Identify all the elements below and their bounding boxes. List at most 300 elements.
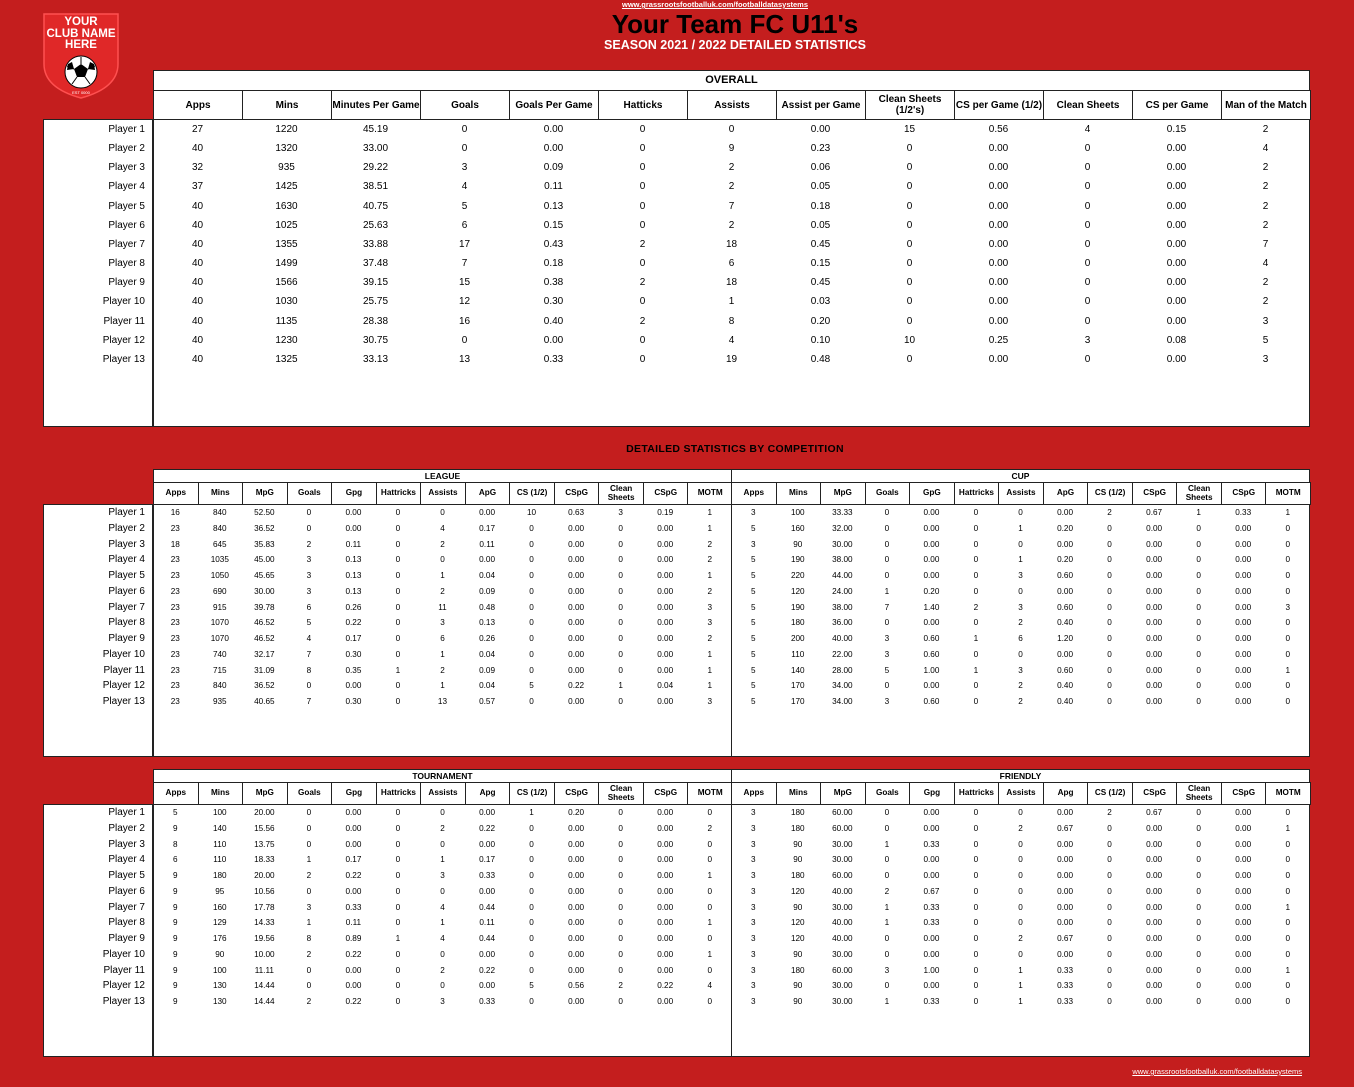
top-website-link[interactable]: www.grassrootsfootballuk.com/footballdatasystems [621, 0, 808, 9]
cup-table-cell: 0 [973, 571, 979, 580]
tournament-table-cell: 0.00 [568, 823, 585, 833]
league-player-name: Player 5 [108, 570, 145, 581]
tournament-table-cell: 20.00 [254, 808, 275, 817]
friendly-table-cell: 0 [1196, 808, 1201, 817]
cup-table-cell: 0 [973, 649, 979, 659]
tournament-table-cell: 0.33 [479, 871, 495, 880]
tournament-table-cell: 0 [618, 823, 623, 833]
friendly-table-cell: 30.00 [832, 949, 853, 959]
friendly-table-cell: 3 [750, 934, 756, 943]
friendly-table-cell: 3 [750, 918, 756, 928]
friendly-table-cell: 0.00 [1235, 918, 1252, 928]
cup-table-cell: 0.00 [1235, 665, 1252, 675]
cup-table-cell: 0 [1196, 571, 1201, 580]
cup-column-header: CSpG [1132, 482, 1178, 505]
tournament-table-cell: 0 [529, 886, 534, 896]
league-table-cell: 13 [437, 697, 448, 706]
tournament-table-cell: 15.56 [254, 823, 275, 833]
friendly-table-cell: 0.00 [1146, 839, 1163, 849]
league-player-name: Player 4 [108, 554, 145, 566]
overall-table-cell: 12 [458, 296, 471, 308]
overall-table-cell: 0.09 [543, 162, 564, 174]
cup-table-cell: 0.00 [1146, 602, 1163, 612]
tournament-table-cell: 0 [395, 949, 401, 959]
tournament-title: TOURNAMENT [153, 769, 732, 783]
overall-table-cell: 0 [906, 238, 913, 250]
friendly-table-cell: 40.00 [832, 918, 853, 928]
cup-table-cell: 0.00 [1235, 634, 1252, 643]
overall-column-header: Goals [420, 90, 510, 120]
league-player-name: Player 2 [108, 522, 145, 534]
tournament-table-cell: 0.00 [568, 934, 585, 943]
league-table-cell: 0.22 [568, 681, 585, 691]
tournament-column-header: Apps [153, 782, 199, 805]
overall-table-cell: 0 [1084, 181, 1091, 193]
tournament-table-cell: 0.00 [657, 871, 674, 880]
league-table-cell: 0.00 [657, 539, 674, 549]
overall-table-cell: 0.00 [988, 143, 1009, 155]
overall-table-cell: 4 [1084, 124, 1091, 135]
friendly-column-header: Apps [731, 782, 777, 805]
league-table-cell: 0.00 [568, 555, 585, 565]
tournament-column-header: Assists [420, 782, 466, 805]
tournament-player-name: Player 12 [102, 980, 145, 992]
friendly-table-cell: 1 [1018, 981, 1023, 991]
league-column-header: Assists [420, 482, 466, 505]
tournament-table-cell: 0.00 [657, 902, 674, 912]
cup-table-cell: 3 [884, 649, 890, 659]
overall-table-cell: 2 [1262, 277, 1269, 289]
cup-table-cell: 0 [1196, 602, 1201, 612]
tournament-player-name: Player 11 [103, 964, 145, 976]
cup-table-cell: 0 [1196, 539, 1201, 549]
overall-table-cell: 3 [1084, 334, 1091, 346]
friendly-table-cell: 0 [1107, 839, 1112, 849]
cup-table-cell: 0.00 [1235, 697, 1252, 706]
tournament-player-name: Player 8 [108, 917, 145, 929]
cup-table-cell: 0.00 [923, 555, 940, 565]
league-table-cell: 5 [529, 681, 534, 691]
overall-table-cell: 0.00 [1166, 353, 1187, 365]
friendly-table-cell: 0 [1107, 934, 1112, 943]
friendly-table-cell: 60.00 [832, 871, 853, 880]
friendly-table-cell: 3 [750, 871, 756, 880]
league-table-cell: 0 [618, 571, 623, 580]
tournament-table-cell: 0 [395, 965, 401, 975]
league-table-cell: 2 [707, 634, 712, 643]
overall-table-cell: 4 [461, 181, 468, 193]
tournament-column-header: CS (1/2) [509, 782, 555, 805]
league-table-cell: 6 [306, 602, 312, 612]
league-table-cell: 23 [170, 634, 180, 643]
overall-player-name: Player 13 [102, 353, 145, 365]
friendly-table-cell: 0.00 [1235, 823, 1252, 833]
overall-table-cell: 0.08 [1166, 334, 1187, 346]
tournament-table-cell: 0 [707, 855, 712, 865]
tournament-table-cell: 2 [618, 981, 623, 991]
friendly-table-cell: 0 [1285, 949, 1290, 959]
cup-table-cell: 0.00 [923, 571, 940, 580]
cup-table-cell: 36.00 [832, 618, 853, 628]
tournament-table-cell: 0 [395, 981, 401, 991]
tournament-table-cell: 0 [707, 965, 712, 975]
overall-table-cell: 19 [725, 353, 738, 365]
tournament-table-cell: 0 [529, 997, 534, 1006]
cup-table-cell: 5 [750, 634, 756, 643]
league-table-cell: 0 [395, 649, 401, 659]
friendly-table-cell: 0.00 [923, 949, 940, 959]
tournament-table-cell: 1 [395, 934, 401, 943]
overall-table-cell: 2 [1262, 219, 1269, 231]
tournament-table-cell: 129 [212, 918, 227, 928]
league-table-cell: 1 [618, 681, 623, 691]
tournament-table-cell: 0 [618, 871, 623, 880]
friendly-table-cell: 60.00 [832, 823, 853, 833]
friendly-table-cell: 0.00 [1146, 823, 1163, 833]
overall-table-cell: 0 [906, 181, 913, 193]
overall-table-cell: 16 [458, 315, 471, 327]
friendly-table-cell: 0.00 [1146, 997, 1163, 1006]
friendly-table-cell: 0.00 [1146, 981, 1163, 991]
league-table-cell: 0.00 [568, 586, 585, 596]
league-table-cell: 0.00 [657, 602, 674, 612]
tournament-table-cell: 0 [440, 886, 445, 896]
overall-table-cell: 0.25 [988, 334, 1009, 346]
overall-table-cell: 38.51 [362, 181, 389, 193]
tournament-table-cell: 5 [172, 808, 178, 817]
tournament-table-cell: 0.22 [345, 997, 362, 1006]
tournament-table-cell: 0 [440, 949, 445, 959]
league-column-header: Clean Sheets [598, 482, 644, 505]
tournament-table-cell: 95 [215, 886, 225, 896]
league-table-cell: 6 [440, 634, 445, 643]
tournament-table-cell: 2 [306, 997, 312, 1006]
overall-table-cell: 7 [461, 258, 468, 270]
friendly-table-cell: 30.00 [832, 855, 853, 865]
overall-table-cell: 29.22 [362, 162, 389, 174]
overall-player-name: Player 6 [108, 219, 145, 231]
friendly-column-header: CSpG [1132, 782, 1178, 805]
overall-player-name: Player 5 [108, 200, 145, 212]
friendly-table-cell: 0 [1107, 949, 1112, 959]
cup-table-cell: 0 [884, 571, 890, 580]
league-table-cell: 0.00 [657, 618, 674, 628]
friendly-table-cell: 0.00 [1235, 981, 1252, 991]
friendly-table-cell: 0.00 [1235, 902, 1252, 912]
friendly-table-cell: 0 [1285, 871, 1290, 880]
league-table-cell: 1 [440, 571, 445, 580]
tournament-player-name: Player 6 [108, 885, 145, 897]
league-table-cell: 0 [618, 586, 623, 596]
league-table-cell: 0.00 [568, 523, 585, 533]
tournament-table-cell: 0.00 [479, 886, 495, 896]
friendly-table-cell: 0.67 [1057, 934, 1073, 943]
league-table-cell: 4 [306, 634, 312, 643]
friendly-table-cell: 180 [790, 965, 805, 975]
tournament-table-cell: 90 [215, 949, 225, 959]
overall-table-cell: 40 [191, 353, 204, 365]
friendly-table-cell: 0.33 [1057, 981, 1073, 991]
league-table-cell: 0.00 [568, 571, 585, 580]
overall-table-cell: 3 [461, 162, 468, 174]
tournament-column-header: MOTM [687, 782, 733, 805]
cup-table-cell: 0.20 [923, 586, 940, 596]
overall-table-cell: 0.00 [1166, 238, 1187, 250]
cup-table-cell: 1 [884, 586, 890, 596]
tournament-column-header: Apg [465, 782, 511, 805]
friendly-table-cell: 0 [1196, 981, 1201, 991]
tournament-table-cell: 0 [306, 981, 312, 991]
cup-column-header: Goals [865, 482, 911, 505]
tournament-table-cell: 9 [172, 871, 178, 880]
cup-table-cell: 0.00 [1235, 618, 1252, 628]
cup-table-cell: 1.40 [923, 602, 940, 612]
cup-table-cell: 0 [1285, 681, 1290, 691]
tournament-table-cell: 6 [172, 855, 178, 865]
overall-table-cell: 2 [1262, 181, 1269, 193]
overall-table-cell: 0.15 [543, 219, 564, 231]
league-table-cell: 3 [707, 697, 712, 706]
cup-table-cell: 0.20 [1057, 555, 1073, 565]
league-column-header: CS (1/2) [509, 482, 555, 505]
league-column-header: Hattricks [376, 482, 422, 505]
overall-table-cell: 4 [1262, 258, 1269, 270]
cup-table-cell: 0 [1018, 539, 1023, 549]
cup-table-cell: 0 [1285, 649, 1290, 659]
league-table-cell: 1 [707, 665, 712, 675]
cup-table-cell: 0 [1196, 523, 1201, 533]
friendly-table-cell: 90 [793, 997, 803, 1006]
tournament-table-cell: 130 [212, 997, 227, 1006]
friendly-table-cell: 0 [1285, 839, 1290, 849]
tournament-table-cell: 0 [707, 902, 712, 912]
league-table-cell: 0.11 [479, 539, 495, 549]
league-table-cell: 0.00 [568, 618, 585, 628]
cup-table-cell: 3 [1285, 602, 1290, 612]
league-table-cell: 0.00 [568, 649, 585, 659]
cup-table-cell: 0 [973, 586, 979, 596]
overall-table-cell: 40 [191, 200, 204, 212]
cup-table-cell: 0.00 [1057, 539, 1073, 549]
league-player-name: Player 7 [108, 601, 145, 613]
league-table-cell: 0 [306, 681, 312, 691]
overall-table-cell: 0 [1084, 162, 1091, 174]
cup-table-cell: 0 [1196, 618, 1201, 628]
overall-table-cell: 0.15 [1166, 124, 1187, 135]
cup-table-cell: 0 [1285, 539, 1290, 549]
cup-table-cell: 1 [973, 634, 979, 643]
tournament-table-cell: 0.33 [345, 902, 362, 912]
cup-table-cell: 1 [1285, 665, 1290, 675]
friendly-table-cell: 0 [1107, 855, 1112, 865]
league-table-cell: 1070 [210, 634, 229, 643]
league-table-cell: 0 [529, 665, 534, 675]
overall-table-cell: 1320 [275, 143, 298, 155]
league-table-cell: 0.09 [479, 586, 495, 596]
tournament-table-cell: 0 [306, 839, 312, 849]
friendly-table-cell: 0 [884, 981, 890, 991]
league-table-cell: 0 [395, 539, 401, 549]
league-table-cell: 0 [306, 523, 312, 533]
tournament-table-cell: 1 [707, 871, 712, 880]
tournament-column-header: Clean Sheets [598, 782, 644, 805]
tournament-table-cell: 0.20 [568, 808, 585, 817]
overall-table-cell: 30.75 [362, 334, 389, 346]
tournament-table-cell: 1 [529, 808, 534, 817]
league-table-cell: 35.83 [254, 539, 275, 549]
cup-column-header: CSpG [1221, 482, 1267, 505]
friendly-table-cell: 0.00 [1235, 871, 1252, 880]
league-table-cell: 3 [707, 602, 712, 612]
friendly-table-cell: 0.00 [1235, 934, 1252, 943]
friendly-table-cell: 0 [884, 823, 890, 833]
overall-table-cell: 0 [906, 162, 913, 174]
league-table-cell: 840 [212, 681, 227, 691]
tournament-table-cell: 0.17 [479, 855, 495, 865]
overall-table-cell: 40 [191, 219, 204, 231]
cup-table-cell: 0.00 [1146, 681, 1163, 691]
league-column-header: CSpG [643, 482, 689, 505]
league-column-header: Mins [198, 482, 244, 505]
cup-table-cell: 0.40 [1057, 681, 1073, 691]
league-table-cell: 0 [440, 508, 445, 517]
tournament-table-cell: 0 [618, 902, 623, 912]
league-table-cell: 23 [170, 523, 180, 533]
overall-table-cell: 2 [1262, 124, 1269, 135]
league-table-cell: 0 [529, 697, 534, 706]
overall-table-cell: 0.10 [810, 334, 831, 346]
cup-table-cell: 190 [790, 555, 805, 565]
cup-table-cell: 170 [790, 681, 805, 691]
cup-table-cell: 0.33 [1235, 508, 1252, 517]
tournament-table-cell: 9 [172, 949, 178, 959]
overall-table-cell: 33.13 [362, 353, 389, 365]
friendly-table-cell: 0.00 [1235, 965, 1252, 975]
friendly-column-header: Clean Sheets [1176, 782, 1222, 805]
league-table-cell: 0.13 [345, 571, 362, 580]
friendly-table-cell: 1 [1018, 965, 1023, 975]
cup-table-cell: 0.60 [923, 649, 940, 659]
tournament-player-name: Player 13 [102, 996, 145, 1007]
club-badge-text: YOUR CLUB NAME HERE [46, 16, 116, 51]
overall-table-cell: 40 [191, 258, 204, 270]
overall-table-cell: 0 [639, 258, 646, 270]
cup-table-cell: 100 [790, 508, 805, 517]
friendly-table-cell: 3 [750, 965, 756, 975]
tournament-table-cell: 0 [395, 871, 401, 880]
tournament-table-cell: 0 [618, 934, 623, 943]
cup-table-cell: 170 [790, 697, 805, 706]
tournament-column-header: Gpg [331, 782, 377, 805]
tournament-table-cell: 0 [707, 886, 712, 896]
league-table-cell: 23 [170, 665, 180, 675]
cup-table-cell: 0 [1018, 508, 1023, 517]
cup-table-cell: 0 [1285, 697, 1290, 706]
friendly-table-cell: 2 [884, 886, 890, 896]
friendly-table-cell: 0.00 [1146, 902, 1163, 912]
overall-table-cell: 0 [1084, 238, 1091, 250]
tournament-table-cell: 8 [306, 934, 312, 943]
cup-table-cell: 0 [1107, 539, 1112, 549]
cup-table-cell: 140 [790, 665, 805, 675]
overall-table-cell: 1025 [275, 219, 298, 231]
cup-table-cell: 0.00 [1235, 555, 1252, 565]
tournament-table-cell: 0.11 [345, 918, 362, 928]
cup-table-cell: 3 [1018, 602, 1023, 612]
overall-table-cell: 0 [461, 143, 468, 155]
overall-table-cell: 0.00 [543, 143, 564, 155]
friendly-table-cell: 0.00 [1235, 839, 1252, 849]
tournament-column-header: Hattricks [376, 782, 422, 805]
cup-table-cell: 0 [1107, 634, 1112, 643]
tournament-table-cell: 0 [529, 871, 534, 880]
league-table-cell: 3 [618, 508, 623, 517]
league-table-cell: 18 [170, 539, 180, 549]
overall-table-cell: 1566 [275, 277, 298, 289]
cup-table-cell: 0 [1107, 523, 1112, 533]
cup-table-cell: 3 [884, 697, 890, 706]
detailed-section-title: DETAILED STATISTICS BY COMPETITION [626, 443, 844, 455]
overall-table-cell: 0.00 [988, 200, 1009, 212]
league-table-cell: 52.50 [254, 508, 275, 517]
friendly-table-cell: 3 [750, 997, 756, 1006]
league-table-cell: 46.52 [254, 618, 275, 628]
friendly-table-cell: 90 [793, 949, 803, 959]
cup-table-cell: 0 [1196, 697, 1201, 706]
cup-table-cell: 33.33 [832, 508, 853, 517]
overall-table-cell: 0 [906, 219, 913, 231]
friendly-table-cell: 180 [790, 823, 805, 833]
cup-table-cell: 0.00 [1235, 539, 1252, 549]
tournament-table-cell: 0.00 [657, 886, 674, 896]
friendly-table-cell: 0 [1285, 918, 1290, 928]
league-table-cell: 0.17 [479, 523, 495, 533]
overall-table-cell: 0 [906, 315, 913, 327]
cup-table-cell: 2 [1018, 618, 1023, 628]
tournament-table-cell: 0.00 [657, 997, 674, 1006]
cup-table-cell: 0 [884, 681, 890, 691]
friendly-table-cell: 0.00 [1146, 949, 1163, 959]
tournament-column-header: Goals [287, 782, 333, 805]
tournament-table-cell: 0 [618, 886, 623, 896]
overall-table-cell: 1355 [275, 238, 298, 250]
friendly-table-cell: 0.00 [1146, 918, 1163, 928]
overall-table-cell: 2 [1262, 296, 1269, 308]
league-table-cell: 11 [438, 602, 447, 612]
league-table-cell: 30.00 [254, 586, 275, 596]
overall-table-cell: 0 [1084, 353, 1091, 365]
tournament-table-cell: 2 [306, 949, 312, 959]
friendly-table-cell: 0.00 [923, 823, 940, 833]
footer-website-link[interactable]: www.grassrootsfootballuk.com/footballdatasystems [1132, 1067, 1302, 1076]
friendly-table-cell: 3 [750, 902, 756, 912]
league-table-cell: 0 [529, 602, 534, 612]
overall-table-cell: 2 [1262, 200, 1269, 212]
league-table-cell: 0 [529, 539, 534, 549]
tournament-table-cell: 19.56 [254, 934, 275, 943]
friendly-table-cell: 1.00 [923, 965, 940, 975]
overall-table-cell: 0.11 [544, 181, 563, 193]
overall-table-cell: 0.23 [810, 143, 831, 155]
cup-table-cell: 38.00 [832, 555, 853, 565]
tournament-table-cell: 0.22 [345, 871, 362, 880]
overall-player-name: Player 2 [108, 143, 145, 155]
cup-table-cell: 0 [1018, 586, 1023, 596]
tournament-table-cell: 9 [172, 823, 178, 833]
league-table-cell: 0.00 [345, 508, 362, 517]
tournament-table-cell: 0 [707, 934, 712, 943]
tournament-table-cell: 3 [440, 871, 445, 880]
